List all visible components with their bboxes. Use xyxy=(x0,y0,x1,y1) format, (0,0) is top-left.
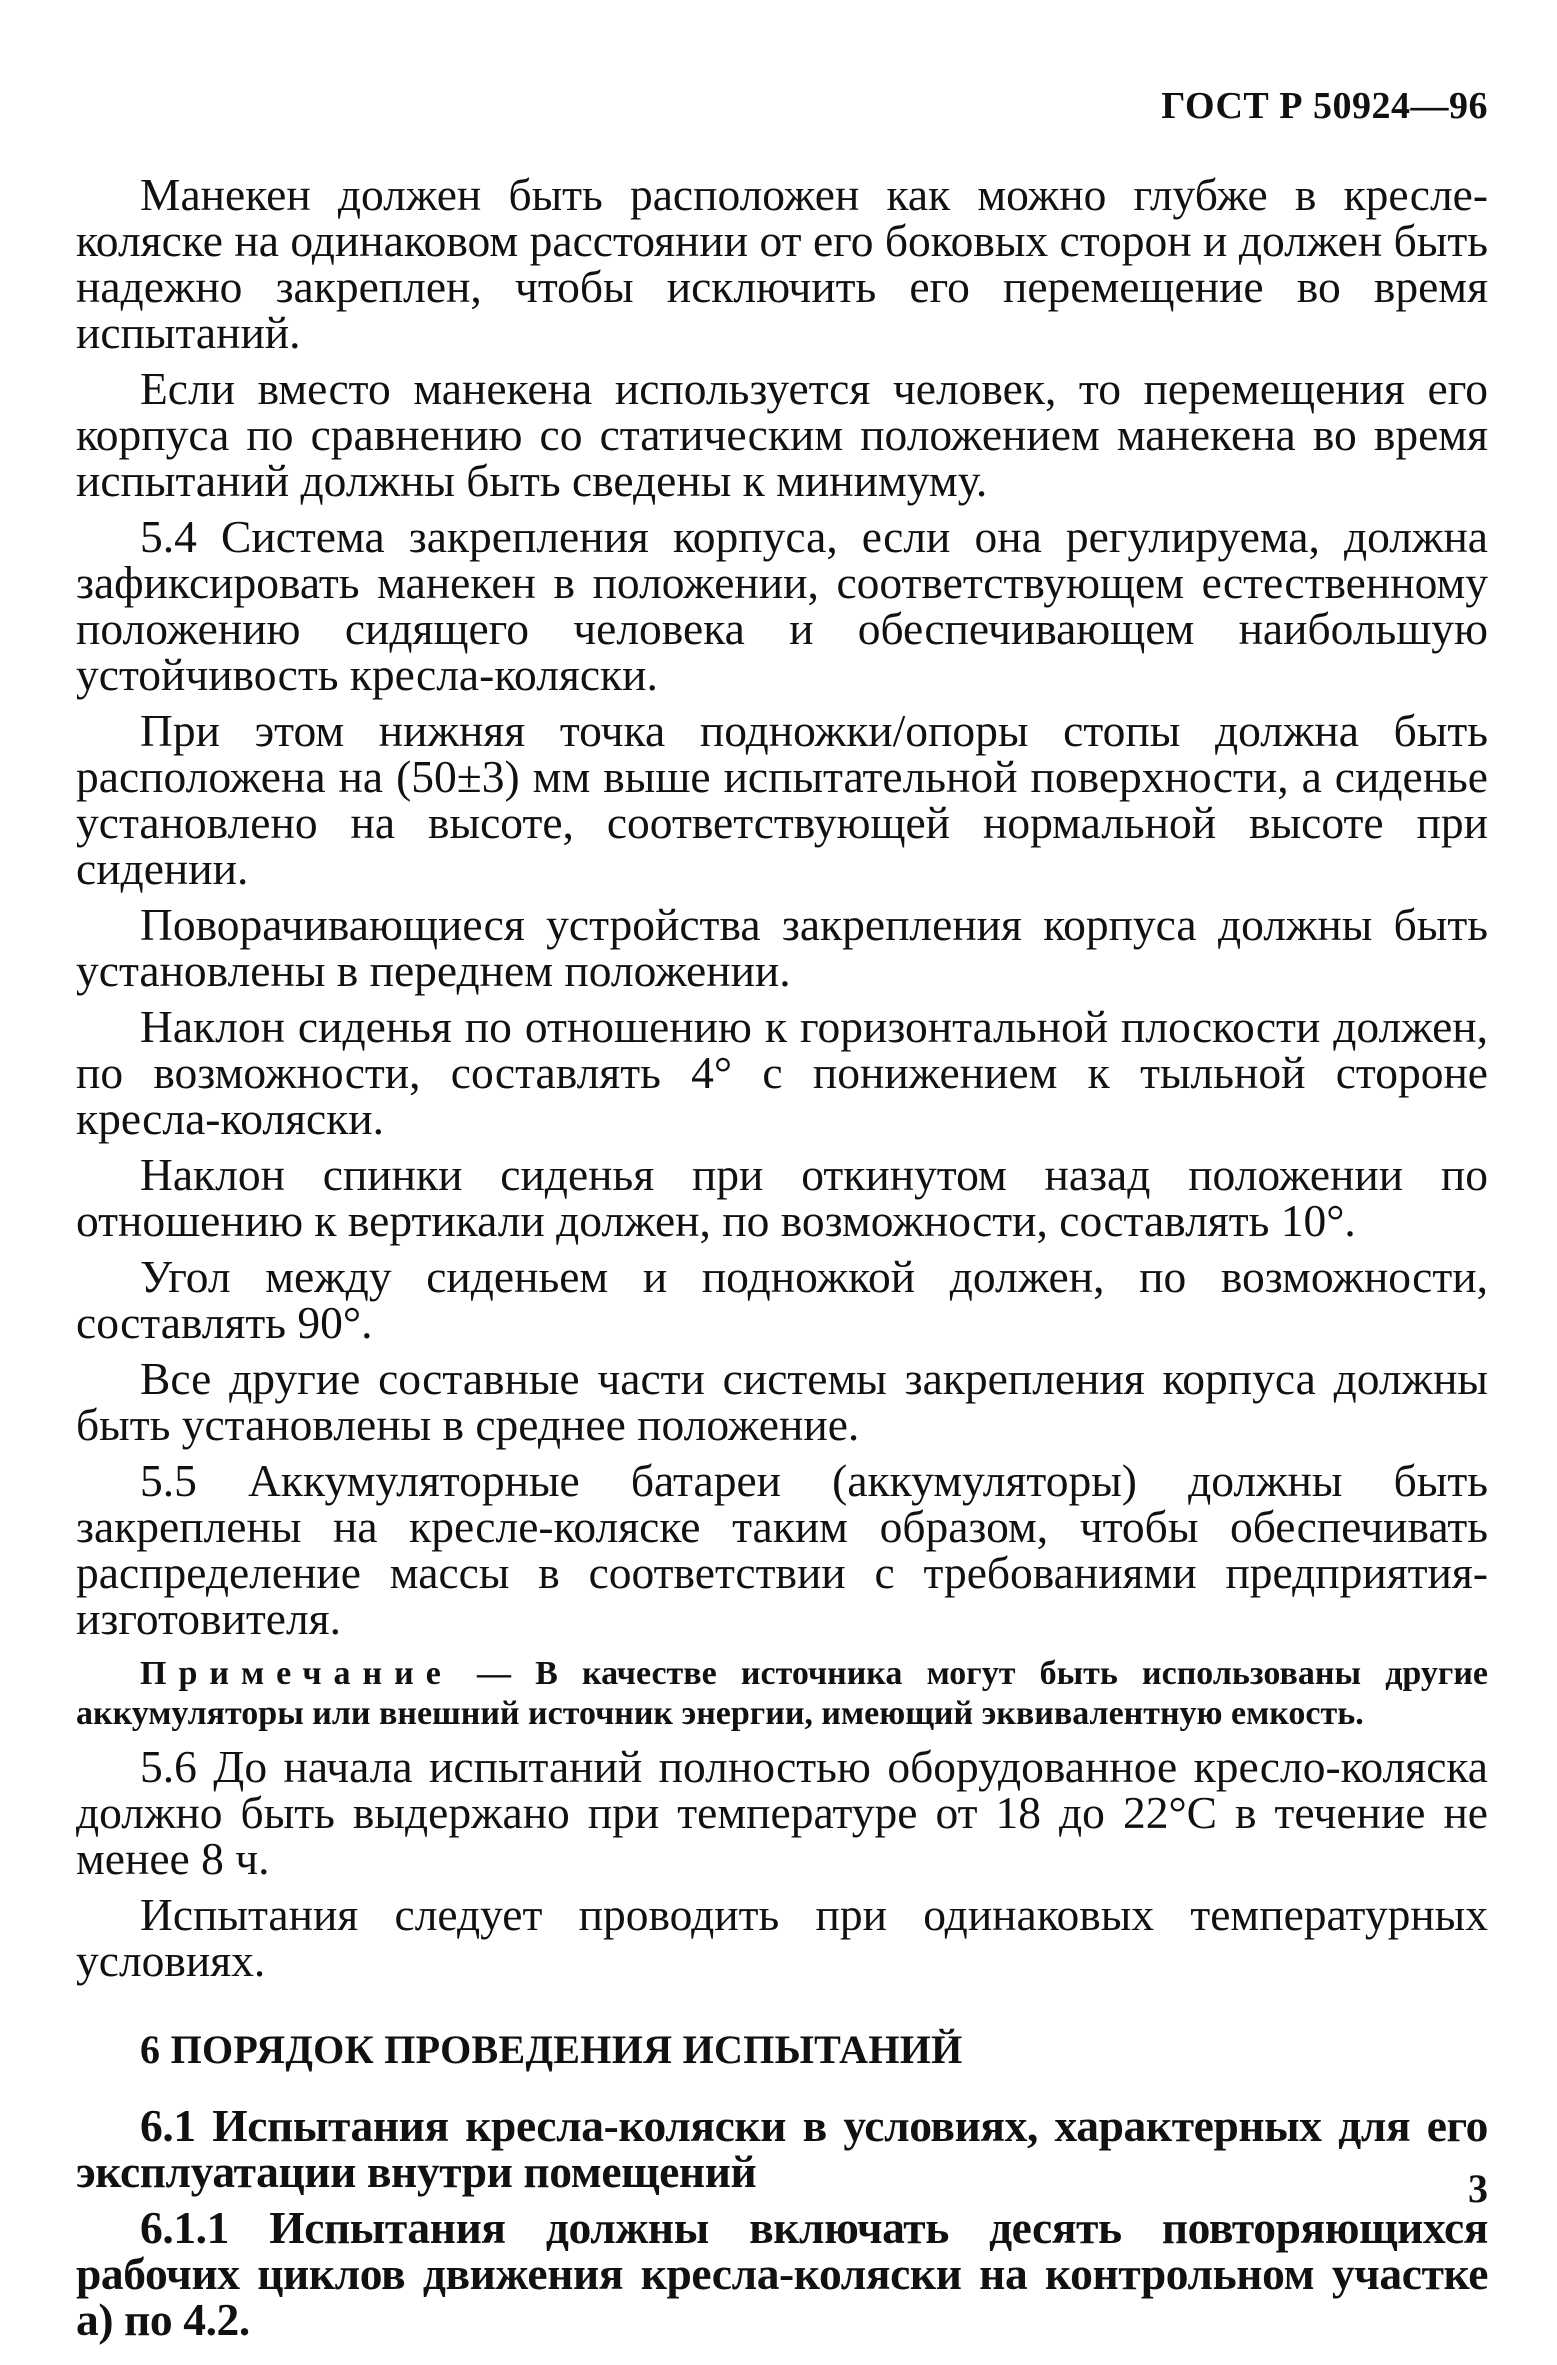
note xyxy=(76,1654,1488,1734)
document-body xyxy=(76,169,1488,2345)
document-page xyxy=(76,0,1488,2365)
paragraph: Угол между сиденьем и подножкой должен, по возможности, составлять 90°. xyxy=(76,1251,1488,1348)
standard-header: ГОСТ Р 50924—96 xyxy=(1161,85,1488,127)
page-number: 3 xyxy=(1468,2166,1488,2211)
paragraph: 6.1.1 Испытания должны включать десять повторяющихся рабочих циклов движения кресла-коляски на контрольном участке а) по 4.2. xyxy=(76,2202,1488,2345)
paragraph: Испытания следует проводить при одинаковых температурных условиях. xyxy=(76,1889,1488,1986)
section-title: 6 ПОРЯДОК ПРОВЕДЕНИЯ ИСПЫТАНИЙ xyxy=(140,2027,963,2072)
paragraph: При этом нижняя точка подножки/опоры стопы должна быть расположена на (50±3) мм выше испытательной поверхности, а сиденье установлено на высоте, соответствующей нормальной высоте при сидении. xyxy=(76,705,1488,894)
paragraph: 5.5 Аккумуляторные батареи (аккумуляторы) должны быть закреплены на кресле-коляске таким образом, чтобы обеспечивать распределение массы в соответствии с требованиями предприятия-изготовителя. xyxy=(76,1455,1488,1644)
paragraph: Если вместо манекена используется человек, то перемещения его корпуса по сравнению со статическим положением манекена во время испытаний должны быть сведены к минимуму. xyxy=(76,363,1488,506)
paragraph: 5.4 Система закрепления корпуса, если она регулируема, должна зафиксировать манекен в положении, соответствующем естественному положению сидящего человека и обеспечивающем наибольшую устойчивость кресла-коляски. xyxy=(76,511,1488,700)
paragraph: Все другие составные части системы закрепления корпуса должны быть установлены в среднее положение. xyxy=(76,1353,1488,1450)
paragraph: 5.6 До начала испытаний полностью оборудованное кресло-коляска должно быть выдержано при температуре от 18 до 22°С в течение не менее 8 ч. xyxy=(76,1741,1488,1884)
paragraph: 6.1 Испытания кресла-коляски в условиях, характерных для его эксплуатации внутри помещений xyxy=(76,2100,1488,2197)
paragraph: Наклон сиденья по отношению к горизонтальной плоскости должен, по возможности, составлять 4° с понижением к тыльной стороне кресла-коляски. xyxy=(76,1001,1488,1144)
note-text: — В качестве источника могут быть использованы другие аккумуляторы или внешний источник энергии, имеющий эквивалентную емкость. xyxy=(76,1655,1488,1732)
paragraph: Поворачивающиеся устройства закрепления корпуса должны быть установлены в переднем положении. xyxy=(76,899,1488,996)
paragraph: Манекен должен быть расположен как можно глубже в кресле-коляске на одинаковом расстоянии от его боковых сторон и должен быть надежно закреплен, чтобы исключить его перемещение во время испытаний. xyxy=(76,169,1488,358)
paragraph: Наклон спинки сиденья при откинутом назад положении по отношению к вертикали должен, по возможности, составлять 10°. xyxy=(76,1149,1488,1246)
note-label: Примечание xyxy=(140,1655,453,1692)
